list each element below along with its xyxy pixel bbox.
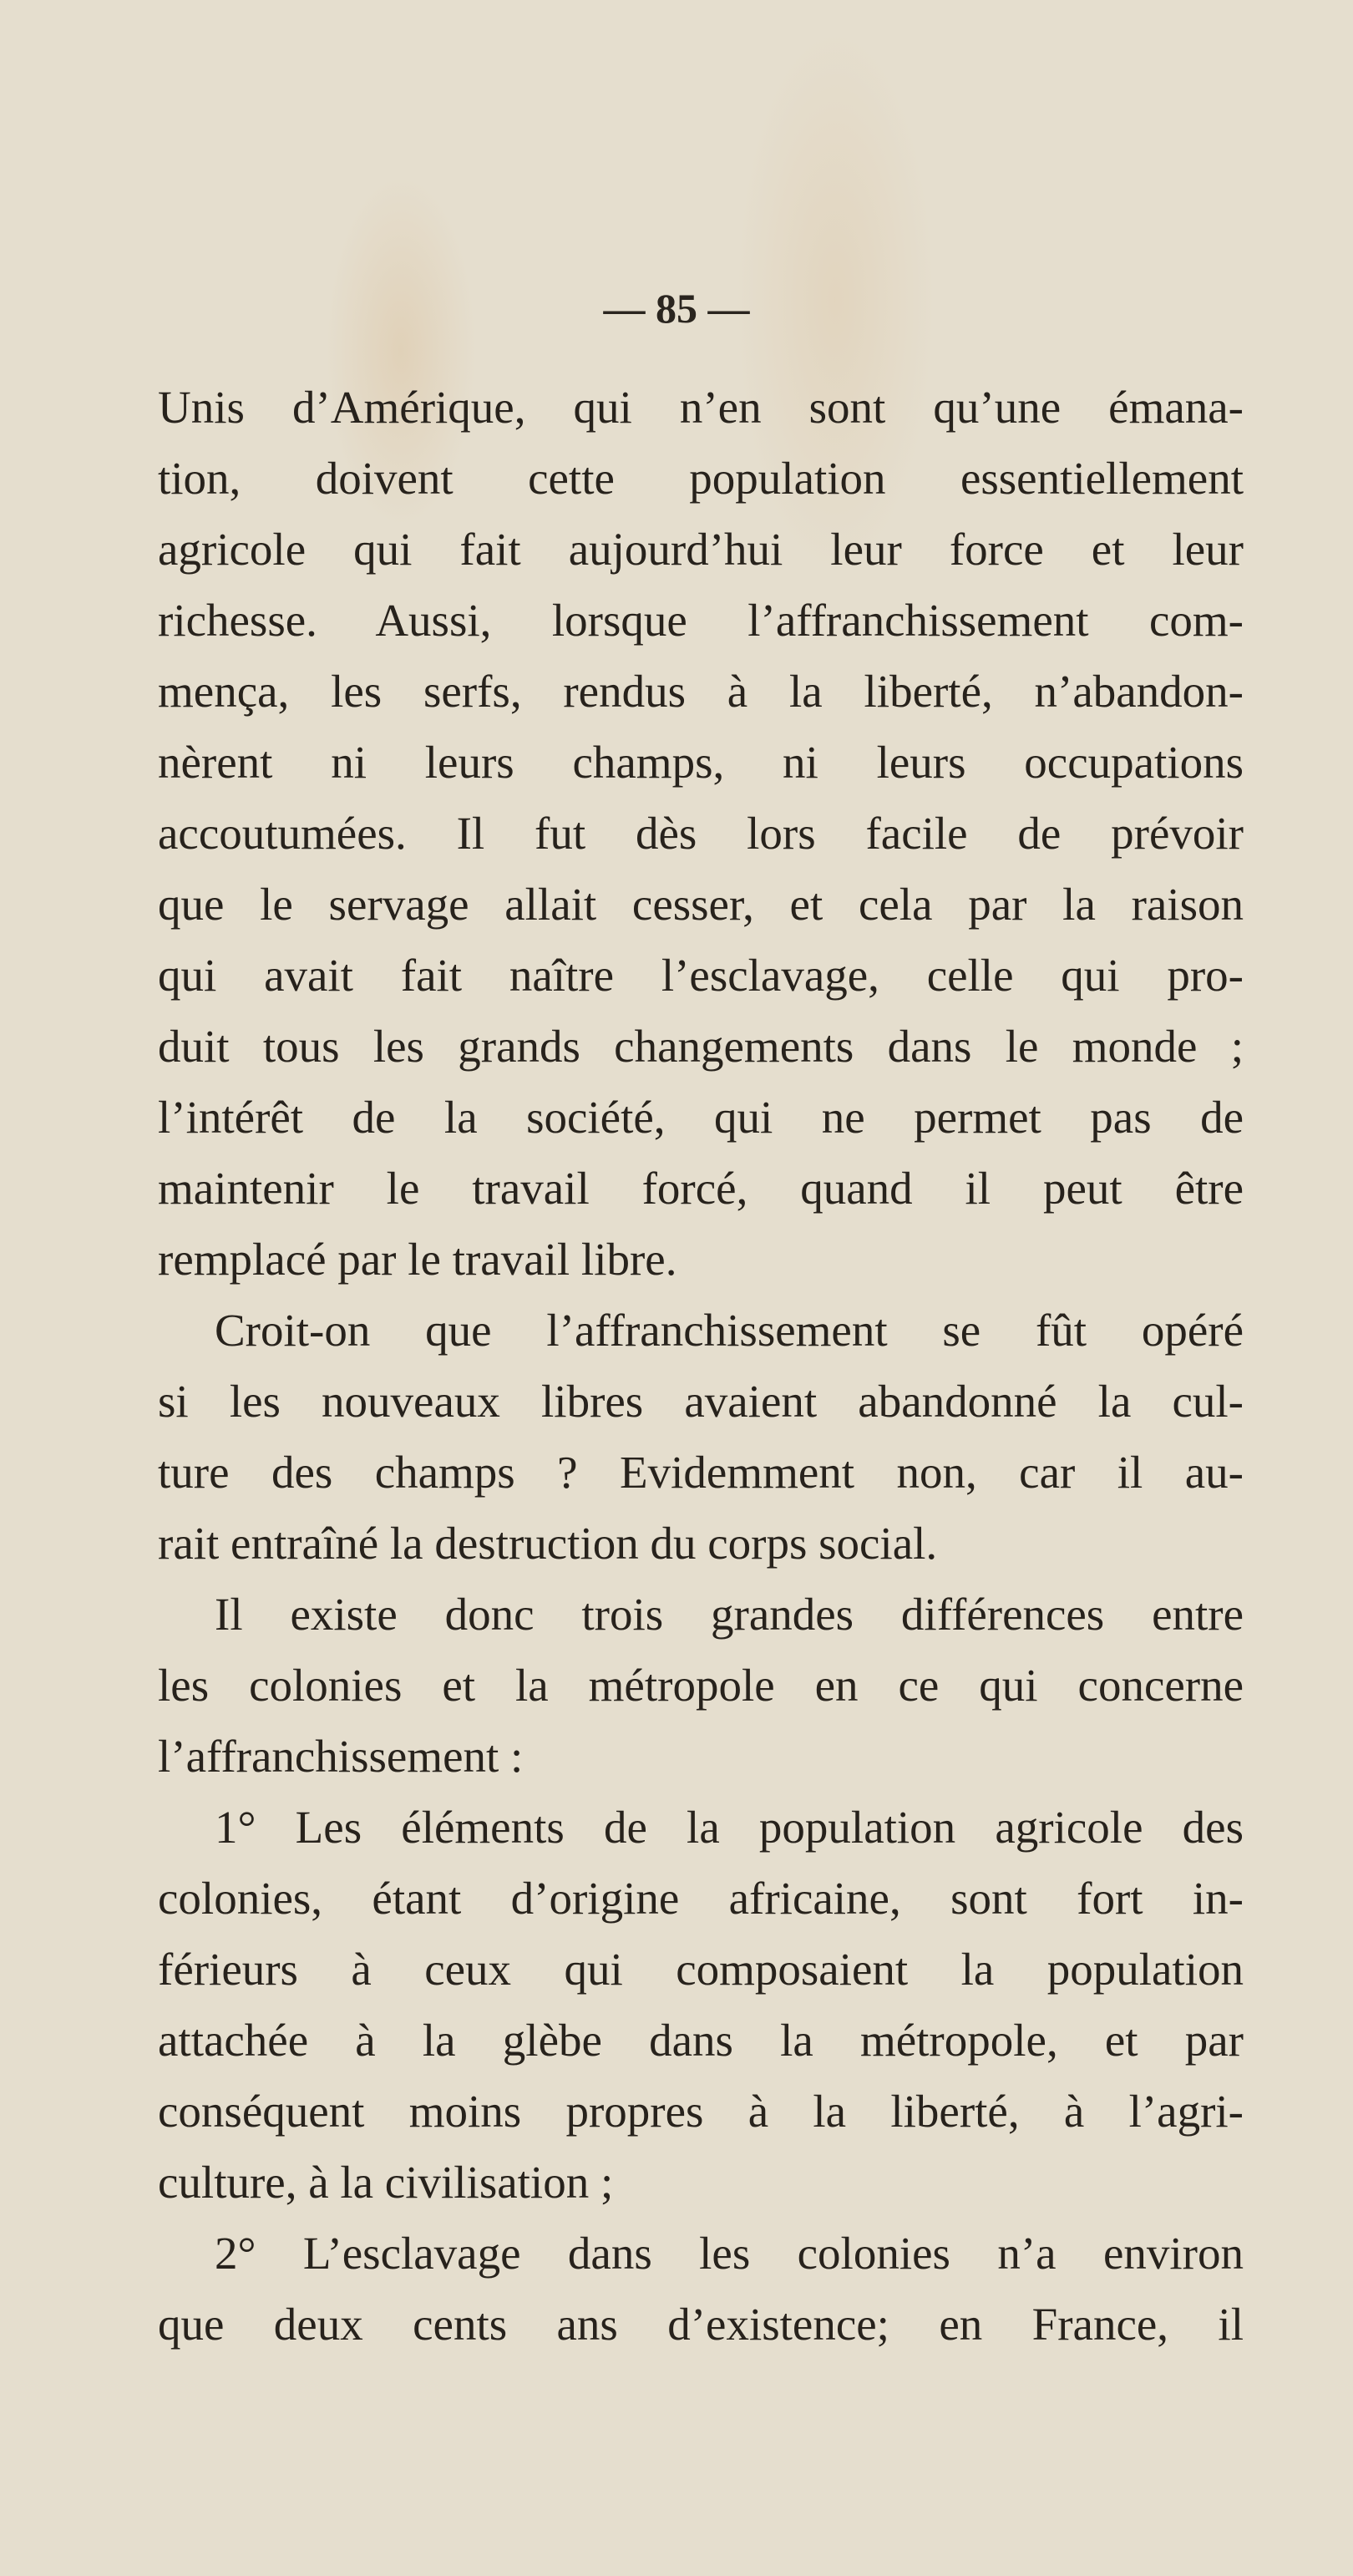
body-text: [158, 372, 1244, 2360]
text-line: les colonies et la métropole en ce qui concerne: [158, 1660, 1244, 1711]
text-line: Il existe donc trois grandes différences entre: [215, 1589, 1244, 1640]
text-line: que le servage allait cesser, et cela par la raison: [158, 879, 1244, 930]
text-line: 2° L’esclavage dans les colonies n’a environ: [215, 2228, 1244, 2279]
text-line: l’intérêt de la société, qui ne permet pas de: [158, 1092, 1244, 1143]
text-line: nèrent ni leurs champs, ni leurs occupations: [158, 737, 1244, 788]
text-line: attachée à la glèbe dans la métropole, et par: [158, 2015, 1244, 2066]
text-line: duit tous les grands changements dans le monde ;: [158, 1021, 1244, 1072]
text-line: si les nouveaux libres avaient abandonné la cul-: [158, 1376, 1244, 1427]
text-line: 1° Les éléments de la population agricole des: [215, 1802, 1244, 1853]
text-line: l’affranchissement :: [158, 1731, 524, 1782]
text-line: culture, à la civilisation ;: [158, 2157, 614, 2208]
text-line: que deux cents ans d’existence; en France, il: [158, 2299, 1244, 2350]
text-line: colonies, étant d’origine africaine, sont fort in-: [158, 1873, 1244, 1924]
text-line: rait entraîné la destruction du corps social.: [158, 1518, 938, 1569]
text-line: accoutumées. Il fut dès lors facile de prévoir: [158, 808, 1244, 859]
page-number: — 85 —: [603, 285, 750, 332]
text-line: férieurs à ceux qui composaient la population: [158, 1944, 1244, 1995]
text-line: conséquent moins propres à la liberté, à l’agri-: [158, 2086, 1244, 2137]
text-line: ture des champs ? Evidemment non, car il au-: [158, 1447, 1244, 1498]
text-line: agricole qui fait aujourd’hui leur force et leur: [158, 524, 1244, 575]
text-line: tion, doivent cette population essentiellement: [158, 453, 1244, 504]
text-line: Croit-on que l’affranchissement se fût opéré: [215, 1305, 1244, 1356]
text-line: remplacé par le travail libre.: [158, 1234, 677, 1285]
text-line: mença, les serfs, rendus à la liberté, n’abandon-: [158, 666, 1244, 717]
text-line: richesse. Aussi, lorsque l’affranchissement com-: [158, 595, 1244, 646]
text-line: Unis d’Amérique, qui n’en sont qu’une émana-: [158, 382, 1244, 433]
text-line: maintenir le travail forcé, quand il peut être: [158, 1163, 1244, 1214]
text-line: qui avait fait naître l’esclavage, celle qui pro-: [158, 950, 1244, 1001]
